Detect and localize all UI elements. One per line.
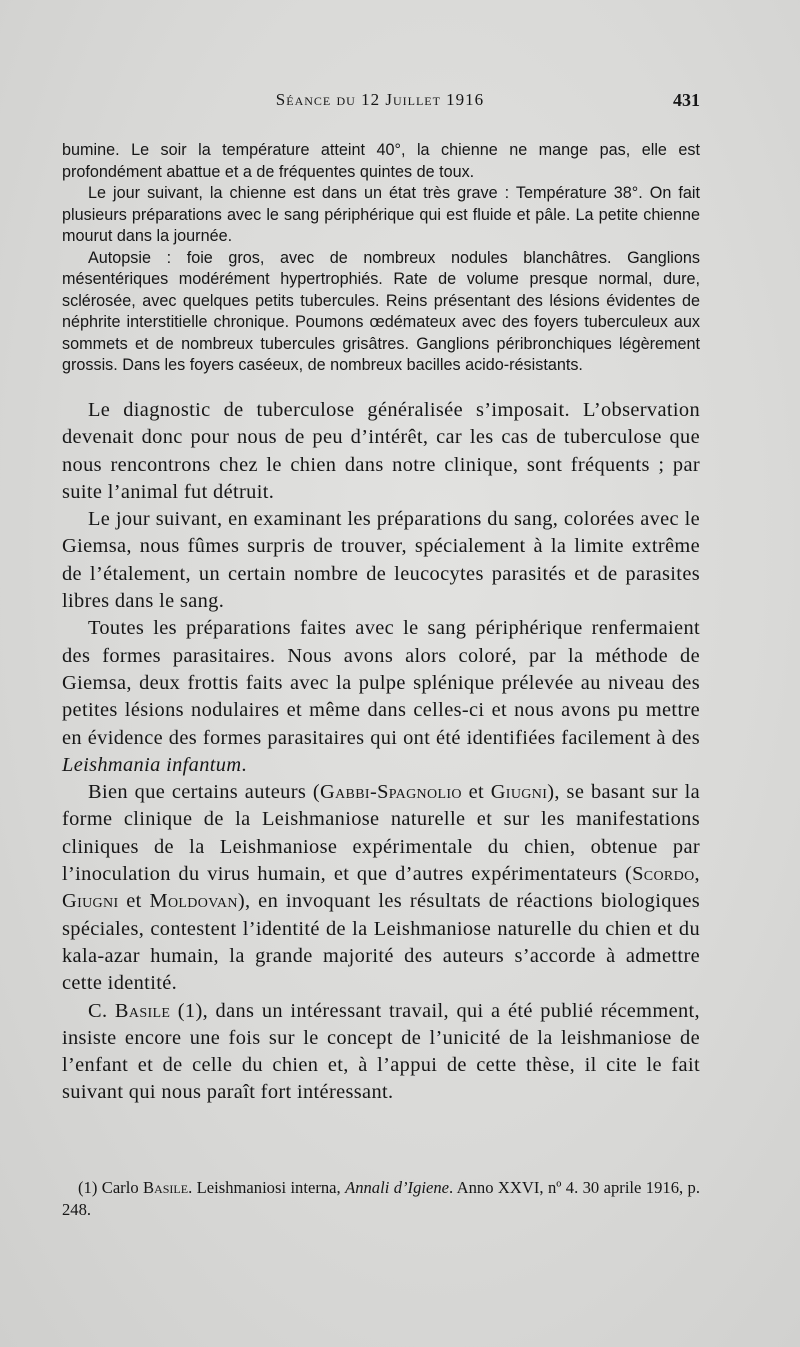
small-paragraph-2: Le jour suivant, la chienne est dans un état très grave : Température 38°. On fait plusieurs préparations avec le sang périphérique qui est fluide et pâle. La petite chienne mourut dans la journée. bbox=[62, 184, 700, 245]
footnote-text-a: (1) Carlo bbox=[78, 1178, 144, 1197]
author-name: Giugni bbox=[62, 890, 119, 913]
small-print-section bbox=[62, 140, 700, 377]
small-paragraph-3: Autopsie : foie gros, avec de nombreux nodules blanchâtres. Ganglions mésentériques modérément hypertrophiés. Rate de volume presque normal, dure, sclérosée, avec quelques petits tubercules. Reins présentant des lésions évidentes de néphrite interstitielle chronique. Poumons œdémateux avec des foyers tuberculeux aux sommets et de nombreux tubercules grisâtres. Ganglions péribronchiques légèrement grossis. Dans les foyers caséeux, de nombreux bacilles acido-résistants. bbox=[62, 248, 700, 374]
body-text-section bbox=[62, 397, 700, 1107]
body-paragraph-4-text-d: , bbox=[694, 863, 700, 886]
footnote-text-b: . Leishmaniosi interna, bbox=[188, 1178, 346, 1197]
author-name: Basile bbox=[114, 999, 171, 1022]
body-paragraph-2: Le jour suivant, en examinant les préparations du sang, colorées avec le Giemsa, nous fûmes surpris de trouver, spécialement à la limite extrême de l’étalement, un certain nombre de leucocytes parasités et de parasites libres dans le sang. bbox=[62, 508, 700, 613]
page-header bbox=[60, 90, 700, 120]
body-paragraph-5-text-b: (1), dans un intéressant travail, qui a été publié récemment, insiste encore une fois sur le concept de l’unicité de la leishmaniose de l’enfant et de celle du chien et, à l’appui de cette thèse, il cite le fait suivant qui nous paraît fort intéressant. bbox=[62, 999, 700, 1104]
body-paragraph-3 bbox=[62, 615, 700, 779]
body-paragraph-5-text-a: C. bbox=[88, 999, 115, 1022]
author-name: Scordo bbox=[632, 863, 695, 886]
running-head: Séance du 12 Juillet 1916 bbox=[275, 90, 485, 109]
body-paragraph-4-text-e: et bbox=[118, 890, 150, 913]
body-paragraph-4-text-b: et bbox=[461, 781, 491, 804]
body-paragraph-5 bbox=[62, 998, 700, 1107]
page-number: 431 bbox=[673, 90, 700, 110]
footnote bbox=[62, 1177, 700, 1220]
author-name: Moldovan bbox=[149, 890, 238, 913]
body-paragraph-4 bbox=[62, 779, 700, 997]
species-name: Leishmania infantum bbox=[62, 753, 242, 776]
body-paragraph-4-text-a: Bien que certains auteurs ( bbox=[88, 781, 321, 804]
footnote-author: Basile bbox=[143, 1178, 189, 1197]
footnote-journal: Annali d’Igiene bbox=[345, 1178, 450, 1197]
body-paragraph-1: Le diagnostic de tuberculose généralisée s’imposait. L’observation devenait donc pour nous de peu d’intérêt, car les cas de tuberculose que nous rencontrons chez le chien dans notre clinique, sont fréquents ; par suite l’animal fut détruit. bbox=[62, 399, 700, 503]
author-name: Giugni bbox=[490, 781, 548, 804]
body-paragraph-4-text-f: ), en invoquant les résultats de réactions biologiques spéciales, contestent l’identité de la Leishmaniose naturelle du chien et du kala-azar humain, la grande majorité des auteurs s’accorde à admettre cette identité. bbox=[62, 890, 701, 995]
small-paragraph-1: bumine. Le soir la température atteint 40°, la chienne ne mange pas, elle est profondément abattue et a de fréquentes quintes de toux. bbox=[62, 141, 700, 181]
footnote-text-c: . Anno XXVI, nº 4. 30 aprile 1916, p. 248. bbox=[62, 1178, 700, 1219]
author-name: Gabbi-Spagnolio bbox=[320, 781, 462, 804]
body-paragraph-3-text: Toutes les préparations faites avec le sang périphérique renfermaient des formes parasitaires. Nous avons alors coloré, par la méthode de Giemsa, deux frottis faits avec la pulpe splénique prélevée au niveau des petites lésions nodulaires et même dans celles-ci et nous avons pu mettre en évidence des formes parasitaires qui ont été identifiées facilement à des bbox=[62, 617, 700, 749]
body-paragraph-4-text-c: ), se basant sur la forme clinique de la Leishmaniose naturelle et sur les manifestations cliniques de la Leishmaniose expérimentale du chien, obtenue par l’inoculation du virus humain, et que d’autres expérimentateurs ( bbox=[62, 781, 700, 886]
body-paragraph-3-end: . bbox=[241, 753, 247, 776]
